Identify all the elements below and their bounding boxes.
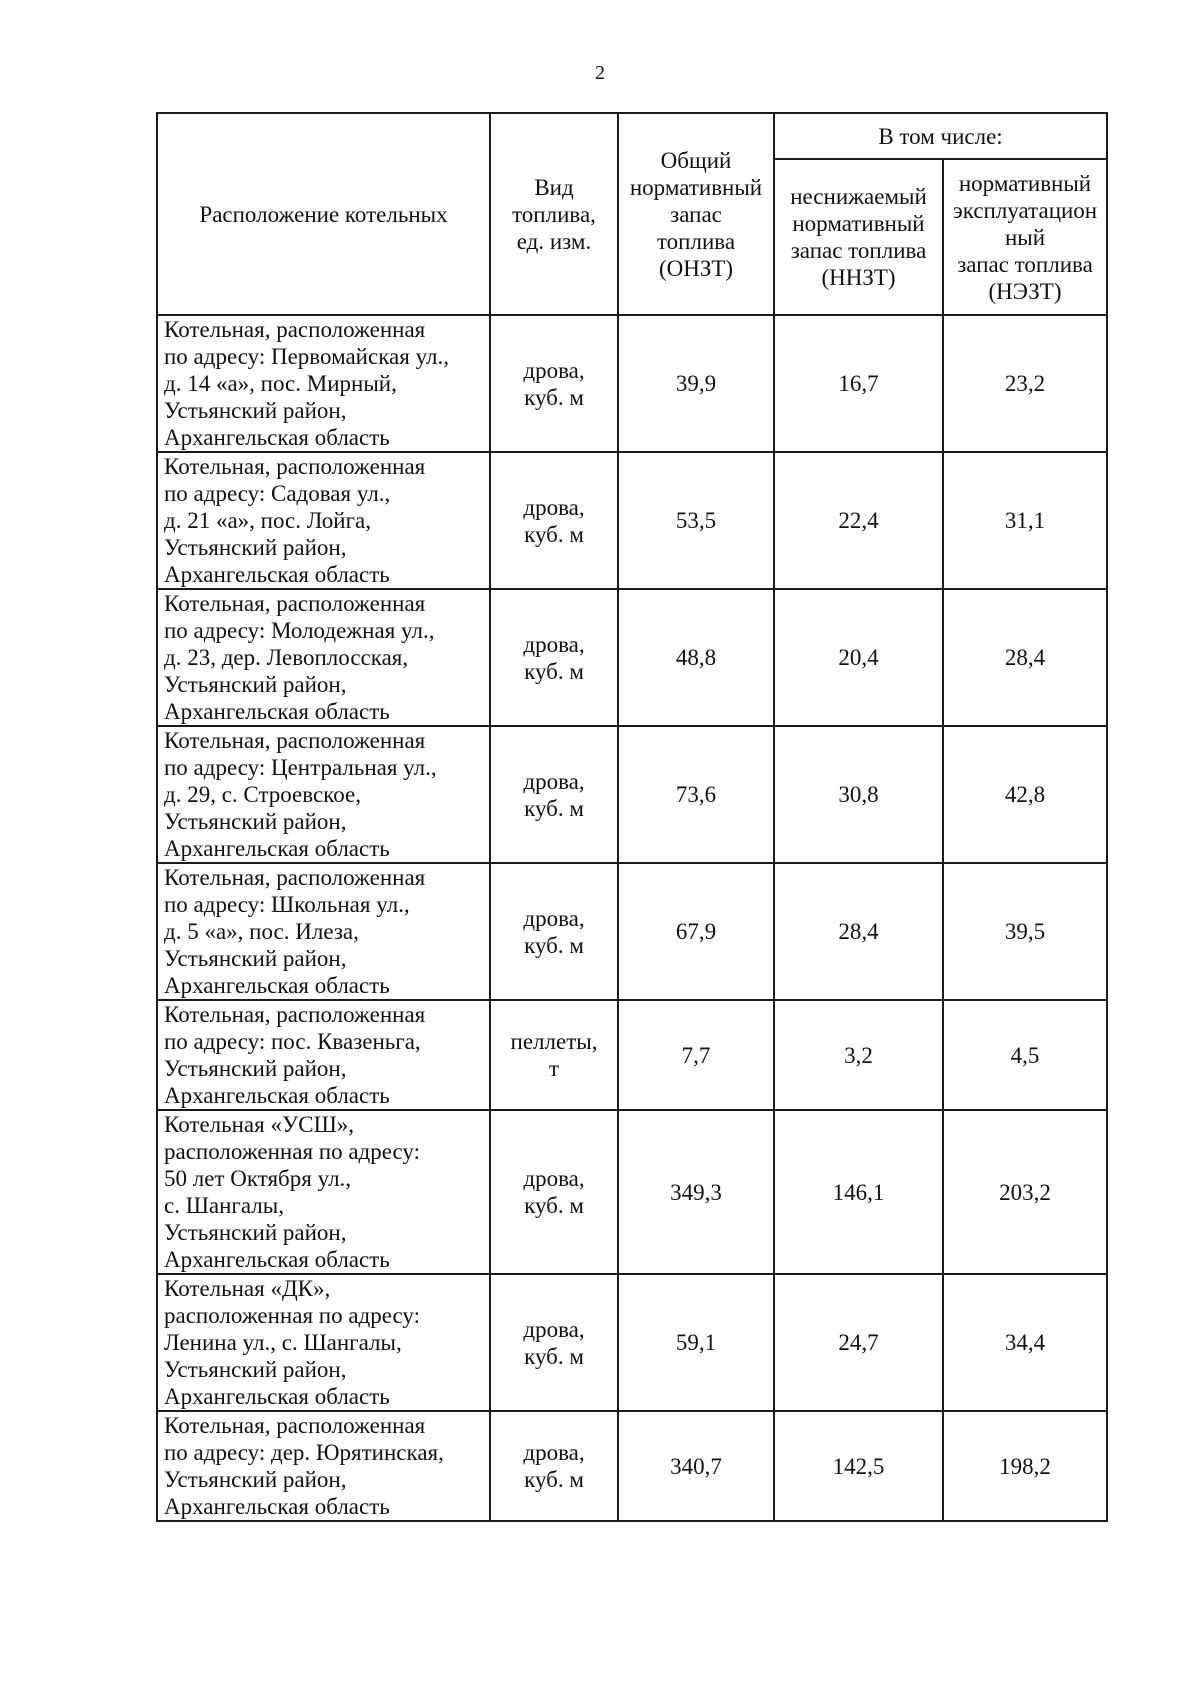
cell-fuel-type: дрова, куб. м	[490, 452, 618, 589]
cell-fuel-type: дрова, куб. м	[490, 1411, 618, 1521]
cell-nnzt: 20,4	[774, 589, 943, 726]
cell-location: Котельная «УСШ», расположенная по адресу: 50 лет Октября ул., с. Шангалы, Устьянский район, Архангельская область	[157, 1110, 490, 1274]
cell-nezt: 203,2	[943, 1110, 1107, 1274]
cell-nezt: 23,2	[943, 315, 1107, 452]
fuel-reserve-table	[156, 112, 1108, 1522]
cell-fuel-type: пеллеты, т	[490, 1000, 618, 1110]
cell-nezt: 42,8	[943, 726, 1107, 863]
cell-fuel-type: дрова, куб. м	[490, 1274, 618, 1411]
cell-nnzt: 146,1	[774, 1110, 943, 1274]
page-number: 2	[595, 62, 605, 84]
table-row	[157, 315, 1107, 452]
cell-total-reserve: 48,8	[618, 589, 774, 726]
cell-location: Котельная, расположенная по адресу: Первомайская ул., д. 14 «а», пос. Мирный, Устьянский район, Архангельская область	[157, 315, 490, 452]
cell-total-reserve: 59,1	[618, 1274, 774, 1411]
cell-total-reserve: 349,3	[618, 1110, 774, 1274]
header-nnzt: неснижаемый нормативный запас топлива (ННЗТ)	[774, 159, 943, 315]
header-including: В том числе:	[774, 113, 1107, 159]
cell-nnzt: 30,8	[774, 726, 943, 863]
cell-total-reserve: 53,5	[618, 452, 774, 589]
cell-nnzt: 24,7	[774, 1274, 943, 1411]
cell-location: Котельная, расположенная по адресу: Центральная ул., д. 29, с. Строевское, Устьянский район, Архангельская область	[157, 726, 490, 863]
cell-location: Котельная, расположенная по адресу: Молодежная ул., д. 23, дер. Левоплосская, Устьянский район, Архангельская область	[157, 589, 490, 726]
cell-nnzt: 16,7	[774, 315, 943, 452]
cell-nezt: 4,5	[943, 1000, 1107, 1110]
cell-nezt: 39,5	[943, 863, 1107, 1000]
cell-nnzt: 28,4	[774, 863, 943, 1000]
table-row	[157, 452, 1107, 589]
cell-fuel-type: дрова, куб. м	[490, 726, 618, 863]
cell-location: Котельная, расположенная по адресу: Школьная ул., д. 5 «а», пос. Илеза, Устьянский район, Архангельская область	[157, 863, 490, 1000]
table-row	[157, 1000, 1107, 1110]
header-fuel-type: Вид топлива, ед. изм.	[490, 113, 618, 315]
table-body	[157, 315, 1107, 1521]
cell-nnzt: 22,4	[774, 452, 943, 589]
cell-location: Котельная, расположенная по адресу: Садовая ул., д. 21 «а», пос. Лойга, Устьянский район, Архангельская область	[157, 452, 490, 589]
table-row	[157, 1411, 1107, 1521]
cell-total-reserve: 73,6	[618, 726, 774, 863]
cell-fuel-type: дрова, куб. м	[490, 863, 618, 1000]
cell-fuel-type: дрова, куб. м	[490, 1110, 618, 1274]
header-total-reserve: Общий нормативный запас топлива (ОНЗТ)	[618, 113, 774, 315]
cell-fuel-type: дрова, куб. м	[490, 589, 618, 726]
cell-nezt: 34,4	[943, 1274, 1107, 1411]
cell-location: Котельная, расположенная по адресу: дер. Юрятинская, Устьянский район, Архангельская область	[157, 1411, 490, 1521]
cell-nezt: 198,2	[943, 1411, 1107, 1521]
cell-total-reserve: 39,9	[618, 315, 774, 452]
header-nezt: нормативный эксплуатацион ный запас топлива (НЭЗТ)	[943, 159, 1107, 315]
cell-total-reserve: 7,7	[618, 1000, 774, 1110]
cell-location: Котельная, расположенная по адресу: пос. Квазеньга, Устьянский район, Архангельская область	[157, 1000, 490, 1110]
cell-total-reserve: 340,7	[618, 1411, 774, 1521]
table-row	[157, 863, 1107, 1000]
cell-nnzt: 3,2	[774, 1000, 943, 1110]
table-row	[157, 1110, 1107, 1274]
table-row	[157, 1274, 1107, 1411]
cell-fuel-type: дрова, куб. м	[490, 315, 618, 452]
cell-location: Котельная «ДК», расположенная по адресу: Ленина ул., с. Шангалы, Устьянский район, Архангельская область	[157, 1274, 490, 1411]
cell-nezt: 31,1	[943, 452, 1107, 589]
table-row	[157, 726, 1107, 863]
table-header	[157, 113, 1107, 315]
cell-nnzt: 142,5	[774, 1411, 943, 1521]
header-location: Расположение котельных	[157, 113, 490, 315]
cell-total-reserve: 67,9	[618, 863, 774, 1000]
cell-nezt: 28,4	[943, 589, 1107, 726]
table-row	[157, 589, 1107, 726]
